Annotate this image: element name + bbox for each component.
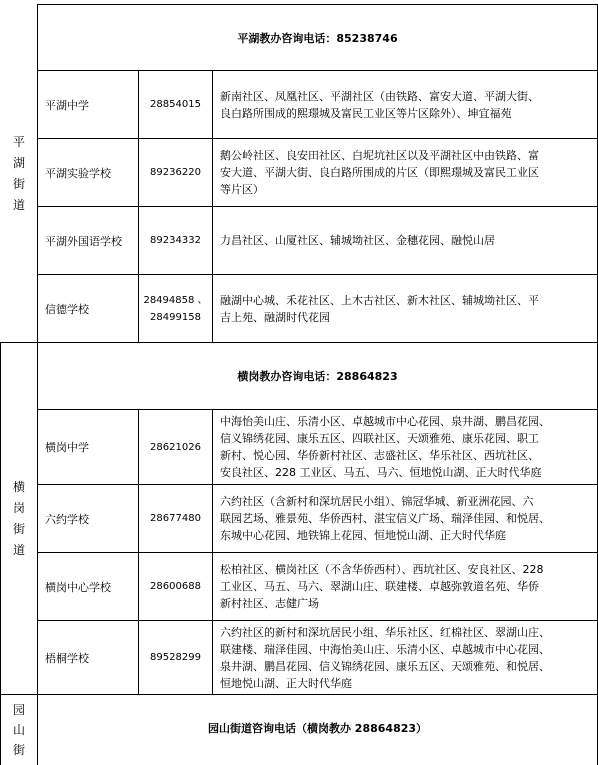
area-line: 鹅公岭社区、良安田社区、白坭坑社区以及平湖社区中由铁路、富: [220, 149, 539, 162]
school-enrollment-area: [213, 275, 597, 342]
street-name-pinghu: [1, 5, 37, 342]
street-name-char: 平: [12, 134, 25, 149]
street-name-char: 山: [12, 723, 25, 737]
area-line: 安大道、平湖大街、良白路所围成的片区（即熙璟城及富民工业区: [220, 166, 539, 179]
area-line: 联园艺场、雅景苑、华侨西村、湛宝信义广场、瑞泽佳园、和悦居、: [220, 512, 550, 525]
school-name: 平湖中学: [45, 98, 89, 112]
school-phone: [139, 553, 212, 620]
school-name: 平湖实验学校: [45, 166, 111, 180]
school-enrollment-area: [213, 553, 597, 620]
school-phone: [139, 71, 212, 138]
phone-line: 89234332: [150, 235, 201, 246]
area-line: 六约社区的新村和深坑居民小组、华乐社区、红棉社区、翠湖山庄、: [220, 625, 550, 639]
area-line: 六约社区（含新村和深坑居民小组）、锦冠华城、新亚洲花园、六: [220, 495, 534, 508]
phone-line: 89236220: [150, 167, 201, 178]
school-phone: [139, 275, 212, 342]
area-line: 新南社区、凤凰社区、平湖社区（由铁路、富安大道、平湖大街、: [220, 89, 539, 103]
school-phone: [139, 485, 212, 552]
area-line: 联建楼、瑞泽佳园、中海怡美山庄、乐清小区、卓越城市中心花园、: [220, 642, 550, 656]
area-line: 力昌社区、山厦社区、辅城坳社区、金穗花园、融悦山居: [220, 234, 495, 247]
area-line: 新村、悦心园、华侨新村社区、志盛社区、华乐社区、西坑社区、: [220, 449, 539, 462]
street-name-char: 横: [12, 479, 25, 494]
area-line: 新村社区、志健广场: [220, 597, 319, 610]
school-enrollment-area: [213, 207, 597, 274]
phone-line: 28854015: [150, 99, 201, 110]
school-phone: [139, 621, 212, 694]
school-name: 六约学校: [45, 512, 89, 526]
school-name: 横岗中学: [45, 441, 89, 454]
area-line: 信义锦绣花园、康乐五区、四联社区、天颂雅苑、康乐花园、职工: [220, 432, 539, 445]
consult-phone-header: 园山街道咨询电话（横岗教办 28864823）: [207, 722, 428, 735]
street-name-char: 街: [12, 176, 25, 191]
school-enrollment-area: [213, 410, 597, 484]
phone-line: 28494858 、: [143, 294, 208, 306]
area-line: 恒地悦山湖、正大时代华庭: [220, 676, 352, 690]
phone-line: 28621026: [150, 441, 201, 453]
area-line: 吉上苑、融湖时代花园: [220, 310, 330, 324]
school-name: 梧桐学校: [45, 651, 89, 665]
consult-phone-header: 平湖教办咨询电话：85238746: [237, 31, 398, 45]
school-phone: [139, 410, 212, 484]
school-name: 信德学校: [45, 302, 89, 316]
area-line: 松柏社区、横岗社区（不含华侨西村）、西坑社区、安良社区、228: [220, 563, 544, 576]
street-name-yuanshan: [1, 695, 37, 765]
street-name-char: 湖: [12, 155, 25, 170]
area-line: 融湖中心城、禾花社区、上木古社区、新木社区、辅城坳社区、平: [220, 293, 539, 307]
area-line: 中海怡美山庄、乐清小区、卓越城市中心花园、泉井湖、鹏昌花园、: [220, 415, 550, 428]
area-line: 等片区）: [220, 183, 264, 196]
consult-phone-header: 横岗教办咨询电话：28864823: [237, 370, 398, 383]
school-name: 平湖外国语学校: [45, 234, 122, 248]
area-line: 泉井湖、鹏昌花园、信义锦绣花园、康乐五区、天颂雅苑、和悦居、: [220, 659, 550, 673]
school-enrollment-area: [213, 621, 597, 694]
school-phone: [139, 139, 212, 206]
school-phone: [139, 207, 212, 274]
phone-line: 28677480: [150, 513, 201, 524]
area-line: 安良社区、228 工业区、马五、马六、恒地悦山湖、正大时代华庭: [220, 466, 542, 479]
street-name-char: 街: [12, 743, 25, 757]
phone-line: 28600688: [150, 581, 201, 592]
area-line: 工业区、马五、马六、翠湖山庄、联建楼、卓越弥敦道名苑、华侨: [220, 580, 539, 593]
street-name-char: 街: [12, 521, 25, 536]
street-name-char: 岗: [12, 500, 25, 515]
area-line: 东城中心花园、地铁锦上花园、恒地悦山湖、正大时代华庭: [220, 529, 506, 542]
street-name-char: 道: [12, 197, 25, 212]
phone-line: 28499158: [150, 311, 201, 323]
area-line: 良白路所围成的熙璟城及富民工业区等片区除外）、坤宜福苑: [220, 106, 512, 120]
street-name-char: 园: [12, 703, 25, 717]
street-name-char: 道: [12, 542, 25, 557]
school-enrollment-area: [213, 139, 597, 206]
school-enrollment-area: [213, 485, 597, 552]
school-name: 横岗中心学校: [45, 580, 111, 594]
street-name-henggang: [1, 343, 37, 694]
phone-line: 89528299: [150, 652, 201, 663]
school-enrollment-area: [213, 71, 597, 138]
